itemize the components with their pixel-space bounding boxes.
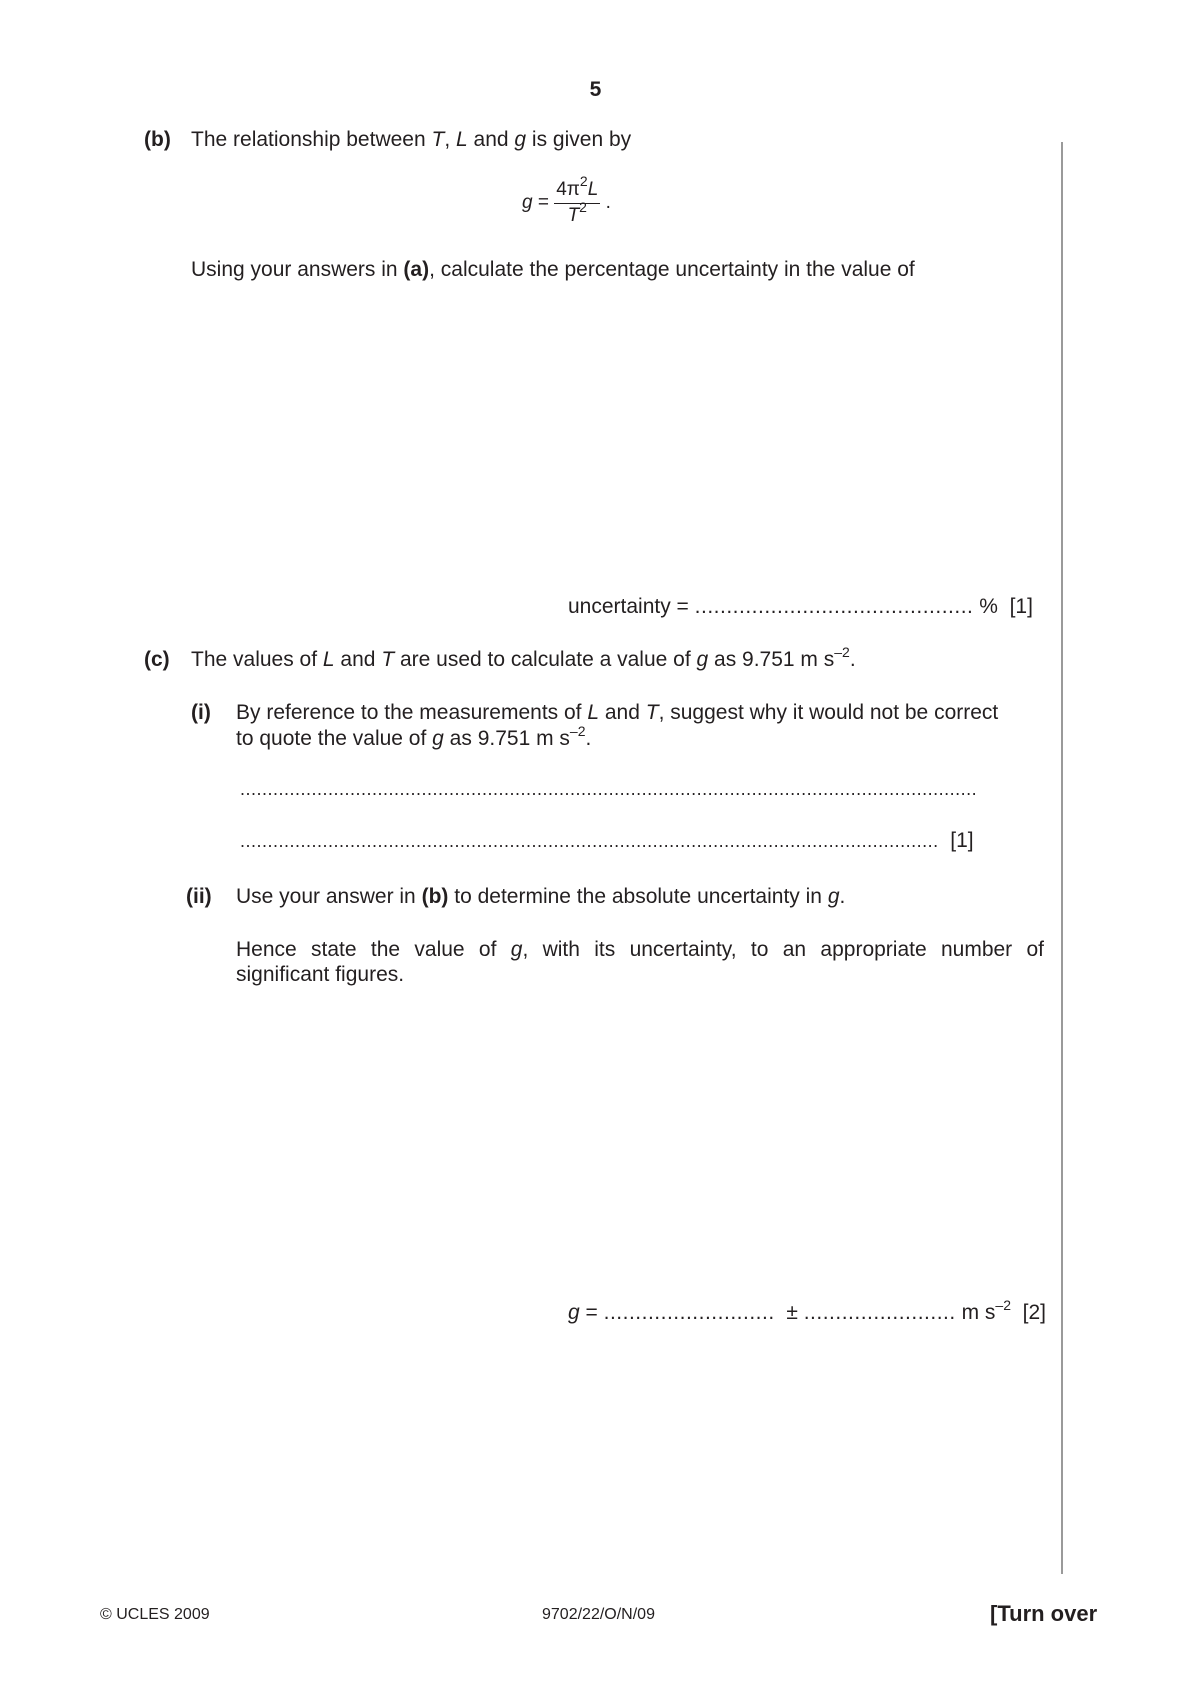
g-uncertainty-field[interactable]: ........................ [803,1301,956,1324]
page-number: 5 [589,78,602,101]
g-answer-line: g = ........................... ± ........................ m $s^{-2}$ [2] [568,1297,1047,1324]
sub-ii-line3: significant figures. [236,963,405,986]
part-b-label: (b) [144,128,171,151]
part-b-marks: [1] [1009,595,1033,618]
part-c-intro: The values of L and T are used to calculate a value of g as 9.751 m $s^{-2}$. [191,644,856,671]
sub-i-marks: [1] [950,829,974,852]
formula: g = $\frac{4\pi^2L}{T^2}$ . [522,173,611,226]
sub-ii-label: (ii) [186,885,212,908]
footer-turn-over: [Turn over [990,1601,1098,1626]
footer-code: 9702/22/O/N/09 [542,1606,655,1623]
uncertainty-answer-line: uncertainty = ............................................ % [1] [568,595,1033,618]
part-b-intro: The relationship between T, L and g is given by [191,128,632,151]
uncertainty-answer-field[interactable]: ............................................ [694,595,974,618]
part-b-instruction: Using your answers in (a), calculate the percentage uncertainty in the value of [191,258,915,281]
part-c-label: (c) [144,648,170,671]
sub-i-label: (i) [191,701,211,724]
sub-i-answer-line-1[interactable]: ...................................................................................................................................... [240,779,978,799]
sub-i-answer-line-2[interactable]: ............................................................................................................................... [240,831,939,851]
sub-i-answer-line-2-row [240,829,974,853]
sub-ii-line1: Use your answer in (b) to determine the absolute uncertainty in g. [236,885,846,908]
formula-numerator: $4\pi^2L$ [554,178,600,204]
formula-denominator: $T^2$ [567,199,587,226]
sub-i-line1: By reference to the measurements of L and T, suggest why it would not be correct [236,701,999,724]
sub-ii-marks: [2] [1022,1301,1047,1324]
sub-i-line2: to quote the value of g as 9.751 m $s^{-2}$. [236,723,592,750]
footer-copyright: © UCLES 2009 [100,1606,210,1623]
sub-ii-line2: Hence state the value of g, with its uncertainty, to an appropriate number of [236,938,1045,961]
margin-line [1061,142,1063,1574]
g-value-field[interactable]: ........................... [603,1301,775,1324]
